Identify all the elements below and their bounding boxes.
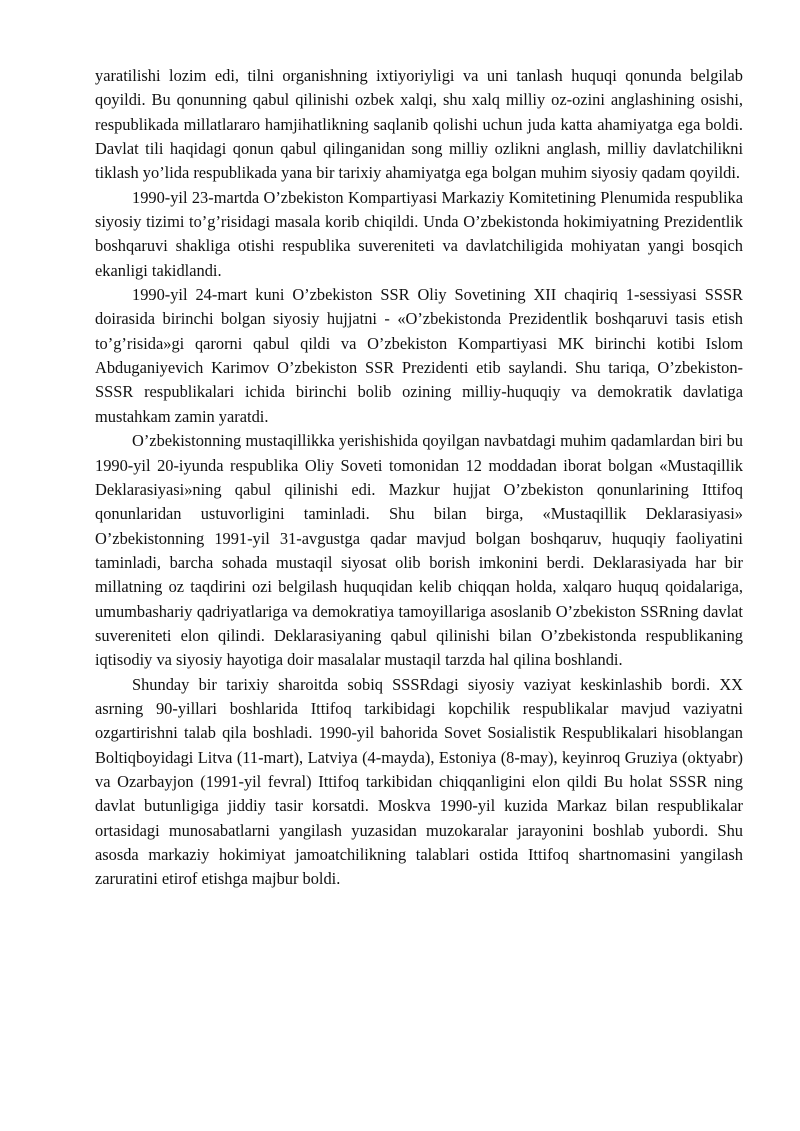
paragraph-3: 1990-yil 24-mart kuni O’zbekiston SSR Oliy Sovetining XII chaqiriq 1-sessiyasi SSSR doirasida birinchi bolgan siyosiy hujjatni - «O’zbekistonda Prezidentlik boshqaruvi tasis etish to’g’risida»gi qarorni qabul qildi va O’zbekiston Kompartiyasi MK birinchi kotibi Islom Abduganiyevich Karimov O’zbekiston SSR Prezidenti etib saylandi. Shu tariqa, O’zbekiston-SSSR respublikalari ichida birinchi bolib ozining milliy-huquqiy va demokratik davlatiga mustahkam zamin yaratdi. (95, 285, 743, 426)
paragraph-4: O’zbekistonning mustaqillikka yerishishida qoyilgan navbatdagi muhim qadamlardan biri bu 1990-yil 20-iyunda respublika Oliy Soveti tomonidan 12 moddadan iborat bolgan «Mustaqillik Deklarasiyasi»ning qabul qilinishi edi. Mazkur hujjat O’zbekiston qonunlarining Ittifoq qonunlaridan ustuvorligini taminladi. Shu bilan birga, «Mustaqillik Deklarasiyasi» O’zbekistonning 1991-yil 31-avgustga qadar mavjud bolgan boshqaruv, huquqiy faoliyatini taminladi, barcha sohada mustaqil siyosat olib borish imkonini berdi. Deklarasiyada har bir millatning oz taqdirini ozi belgilash huquqidan kelib chiqqan holda, xalqaro huquq qoidalariga, umumbashariy qadriyatlariga va demokratiya tamoyillariga asoslanib O’zbekiston SSRning davlat suvereniteti elon qilindi. Deklarasiyaning qabul qilinishi bilan O’zbekistonda respublikaning iqtisodiy va siyosiy hayotiga doir masalalar mustaqil tarzda hal qilina boshlandi. (95, 431, 743, 670)
paragraph-5: Shunday bir tarixiy sharoitda sobiq SSSRdagi siyosiy vaziyat keskinlashib bordi. XX asrning 90-yillari boshlarida Ittifoq tarkibidagi kopchilik respublikalar mavjud vaziyatni ozgartirishni talab qila boshladi. 1990-yil bahorida Sovet Sosialistik Respublikalari hisoblangan Boltiqboyidagi Litva (11-mart), Latviya (4-mayda), Estoniya (8-may), keyinroq Gruziya (oktyabr) va Ozarbayjon (1991-yil fevral) Ittifoq tarkibidan chiqqanligini elon qildi Bu holat SSSR ning davlat butunligiga jiddiy tasir korsatdi. Moskva 1990-yil kuzida Markaz bilan respublikalar ortasidagi munosabatlarni yangilash yuzasidan muzokaralar jarayonini boshlab yubordi. Shu asosda markaziy hokimiyat jamoatchilikning talablari ostida Ittifoq shartnomasini yangilash zaruratini etirof etishga majbur boldi. (95, 674, 743, 889)
paragraph-2: 1990-yil 23-martda O’zbekiston Kompartiyasi Markaziy Komitetining Plenumida respublika siyosiy tizimi to’g’risidagi masala korib chiqildi. Unda O’zbekistonda hokimiyatning Prezidentlik boshqaruvi shakliga otishi respublika suvereniteti va davlatchiligida mohiyatan yangi bosqich ekanligi takidlandi. (95, 187, 743, 280)
paragraph-1: yaratilishi lozim edi, tilni organishning ixtiyoriyligi va uni tanlash huquqi qonunda belgilab qoyildi. Bu qonunning qabul qilinishi ozbek xalqi, shu xalq milliy oz-ozini anglashining osishi, respublikada millatlararo hamjihatlikning saqlanib qolishi uchun juda katta ahamiyatga ega boldi. Davlat tili haqidagi qonun qabul qilinganidan song milliy ozlikni anglash, milliy davlatchilikni tiklash yo’lida respublikada yana bir tarixiy ahamiyatga ega bolgan muhim siyosiy qadam qoyildi. (95, 66, 743, 183)
document-page (95, 64, 743, 892)
